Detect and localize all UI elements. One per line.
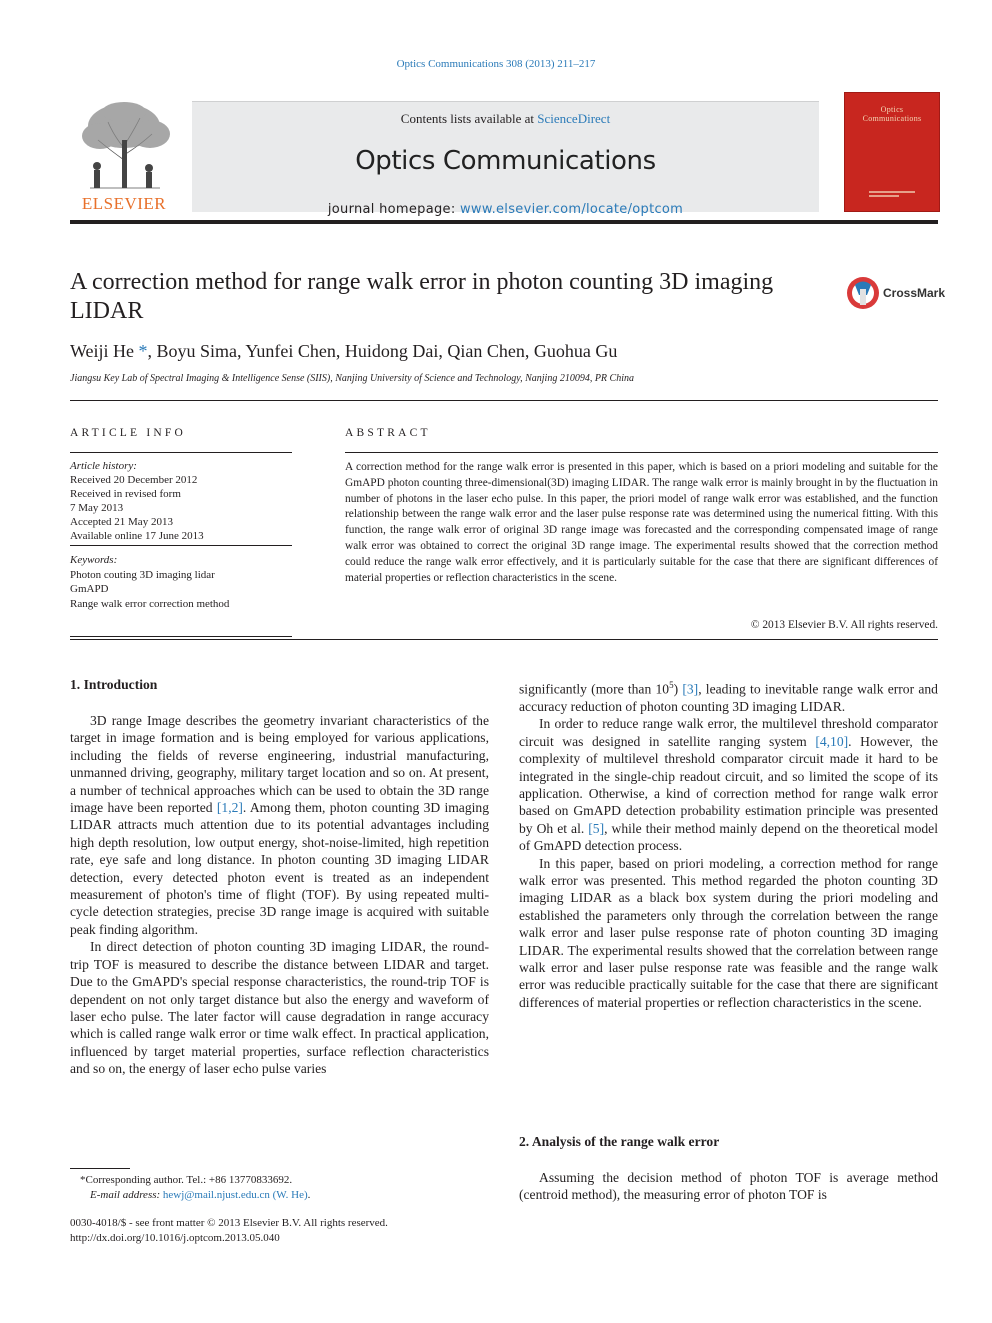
- history-item: 7 May 2013: [70, 502, 124, 514]
- history-item: Received 20 December 2012: [70, 474, 198, 486]
- paragraph: [519, 677, 938, 715]
- abstract-divider: [345, 452, 938, 453]
- citation-link[interactable]: [1,2]: [216, 800, 243, 816]
- citation-link[interactable]: [5]: [588, 820, 605, 836]
- journal-header: [70, 92, 938, 222]
- email-label: E-mail address:: [90, 1189, 163, 1201]
- abstract-text: A correction method for the range walk error is presented in this paper, which is based on a priori modeling and suitable for the GmAPD photon counting three-dimensional(3D) imaging LIDAR. The range walk error is mainly brought in by the fluctuation in number of photons in the laser echo pulse. In this paper, the priori model of range walk error was established, and the function relationship between the range walk error and the laser pulse response rate was determined using the numerical fitting. With this function, the range walk error of original 3D range image was forecasted and the corresponding compensated image of range walk error was obtained to correct the original 3D range image. The experimental results showed that the correction method could reduce the range walk error effectively, and it is particularly suitable for the case that there are significant differences of material properties or reflection characteristics in the scene.: [345, 461, 938, 584]
- crossmark-icon: [845, 275, 881, 311]
- homepage-prefix: journal homepage:: [327, 202, 460, 217]
- body-column-left: [70, 712, 489, 1078]
- email-link[interactable]: hewj@mail.njust.edu.cn (W. He): [162, 1189, 308, 1201]
- keyword-item: Range walk error correction method: [70, 597, 230, 610]
- elsevier-tree-icon: [70, 100, 178, 192]
- citation-link[interactable]: [3]: [682, 681, 699, 697]
- keywords: [70, 553, 292, 611]
- homepage-link[interactable]: www.elsevier.com/locate/optcom: [459, 202, 684, 217]
- paragraph: Assuming the decision method of photon TOF is average method (centroid method), the measuring error of photon TOF is: [519, 1170, 938, 1203]
- issn-line: 0030-4018/$ - see front matter © 2013 Elsevier B.V. All rights reserved.: [70, 1217, 388, 1229]
- paragraph-text: 3D range Image describes the geometry invariant characteristics of the target in image formation and is being employed for various applications, including the fields of reverse engineering, industrial manufacturing, unmanned driving, geography, military target location and so on. At present, a number of technical approaches which can be used to obtain the 3D range image have been reported: [70, 713, 489, 816]
- article-title: A correction method for range walk error in photon counting 3D imaging LIDAR: [70, 269, 774, 324]
- paragraph-text: , while their method mainly depend on the theoretical model of GmAPD detection process.: [519, 820, 938, 854]
- body-column-right-section2: [519, 1169, 938, 1204]
- header-rule: [70, 220, 938, 224]
- affiliation: Jiangsu Key Lab of Spectral Imaging & Intelligence Sense (SIIS), Nanjing University of Science and Technology, Nanjing 210094, PR China: [70, 373, 634, 384]
- paragraph-text: . However, the complexity of multilevel threshold comparator circuit made it hard to be integrated in the single-chip readout circuit, and so limited the scope of its application. Otherwise, a kind of correction method for range walk error based on GmAPD detection probability estimation principle was presented by Oh et al.: [519, 733, 938, 836]
- footer-meta: [70, 1216, 388, 1246]
- footnote-corresponding: [70, 1173, 310, 1188]
- paragraph-text: , leading to inevitable range walk error and accuracy reduction of photon counting 3D imaging LIDAR.: [519, 681, 938, 714]
- elsevier-wordmark: ELSEVIER: [81, 194, 167, 213]
- doi-link[interactable]: http://dx.doi.org/10.1016/j.optcom.2013.05.040: [70, 1232, 280, 1244]
- footnote-email: [70, 1188, 310, 1203]
- journal-header-center: [192, 101, 819, 217]
- journal-reference[interactable]: Optics Communications 308 (2013) 211–217: [396, 58, 596, 70]
- citation-link[interactable]: [4,10]: [815, 733, 849, 749]
- paragraph-text: significantly (more than 10: [519, 681, 670, 697]
- copyright-notice: © 2013 Elsevier B.V. All rights reserved.: [750, 619, 938, 631]
- paragraph: [519, 715, 938, 854]
- superscript: 5: [669, 680, 674, 690]
- cover-art-icon: [851, 127, 933, 203]
- elsevier-tree-logo[interactable]: [70, 100, 178, 214]
- contents-prefix: Contents lists available at: [400, 111, 538, 126]
- corresponding-author-mark[interactable]: *: [138, 341, 148, 361]
- cover-title-line2: Communications: [862, 114, 922, 123]
- body-column-right: [519, 677, 938, 1011]
- footnote-mark: *: [80, 1174, 86, 1186]
- divider-top: [70, 400, 938, 401]
- paragraph-text: ): [673, 681, 683, 697]
- crossmark-badge[interactable]: [845, 275, 945, 311]
- history-item: Accepted 21 May 2013: [70, 516, 173, 528]
- divider-bottom: [70, 639, 938, 640]
- abstract-heading: ABSTRACT: [345, 427, 431, 439]
- author-list: [70, 341, 617, 362]
- paragraph: In this paper, based on priori modeling, a correction method for range walk error was presented. This method regarded the photon counting 3D imaging LIDAR as a black box system during the priori modeling and established the parameters only through the correlation between the range walk error and laser pulse response rate of photon counting 3D imaging LIDAR. The experimental results showed that the correlation between range walk error and laser pulse response rate was feasible and the range walk error was reducible practically suitable for the case that there are significant differences of material properties or reflection characteristics in the scene.: [519, 855, 938, 1010]
- paragraph-text: In order to reduce range walk error, the multilevel threshold comparator circuit was designed in satellite ranging system: [519, 716, 938, 749]
- keyword-item: Photon couting 3D imaging lidar: [70, 568, 215, 581]
- paragraph: [70, 712, 489, 938]
- paragraph-text: . Among them, photon counting 3D imaging LIDAR attracts much attention due to its potential advantages including high depth resolution, low output energy, shot-noise-limited, high repetition rate, eye safe and long distance. In photon counting 3D imaging LIDAR detection, every detected photon event is treated as an independent measurement of photon's time of flight (TOF). By using repeated multi-cycle detection strategies, precise 3D range image is acquired with suitable peak finding algorithm.: [70, 800, 489, 937]
- keyword-item: GmAPD: [70, 583, 109, 595]
- info-divider: [70, 452, 292, 453]
- cover-title: [845, 105, 939, 123]
- history-item: Received in revised form: [70, 488, 181, 500]
- info-divider: [70, 545, 292, 546]
- history-item: Available online 17 June 2013: [70, 530, 204, 542]
- footnote: [70, 1173, 310, 1203]
- journal-name: Optics Communications: [355, 146, 656, 176]
- sciencedirect-link[interactable]: ScienceDirect: [537, 111, 611, 126]
- first-author: Weiji He: [70, 341, 135, 361]
- paragraph: In direct detection of photon counting 3D imaging LIDAR, the round-trip TOF is measured to describe the distance between LIDAR and target. Due to the GmAPD's special response characteristics, the round-trip TOF is dependent on not only target distance but also the energy and waveform of laser echo pulse. The later factor will cause degradation in range accuracy which is called range walk error or time walk effect. In practical application, influenced by target material properties, surface reflection characteristics and so on, the energy of laser echo pulse varies: [70, 939, 489, 1077]
- article-history: [70, 459, 292, 543]
- section-heading-introduction: 1. Introduction: [70, 677, 158, 692]
- keywords-label: Keywords:: [70, 554, 118, 566]
- history-label: Article history:: [70, 460, 137, 472]
- footnote-rule: [70, 1168, 130, 1169]
- section-heading-analysis: 2. Analysis of the range walk error: [519, 1134, 720, 1149]
- homepage-line: [192, 202, 819, 217]
- other-authors: , Boyu Sima, Yunfei Chen, Huidong Dai, Qian Chen, Guohua Gu: [147, 341, 618, 361]
- crossmark-label: CrossMark: [883, 286, 946, 300]
- article-info-heading: ARTICLE INFO: [70, 427, 186, 439]
- cover-title-line1: Optics: [880, 105, 904, 114]
- footnote-text: Corresponding author. Tel.: +86 13770833692.: [85, 1174, 293, 1186]
- info-divider: [70, 636, 292, 637]
- footnote-text: .: [307, 1189, 311, 1201]
- journal-cover-image[interactable]: [844, 92, 940, 212]
- contents-line: [192, 111, 819, 127]
